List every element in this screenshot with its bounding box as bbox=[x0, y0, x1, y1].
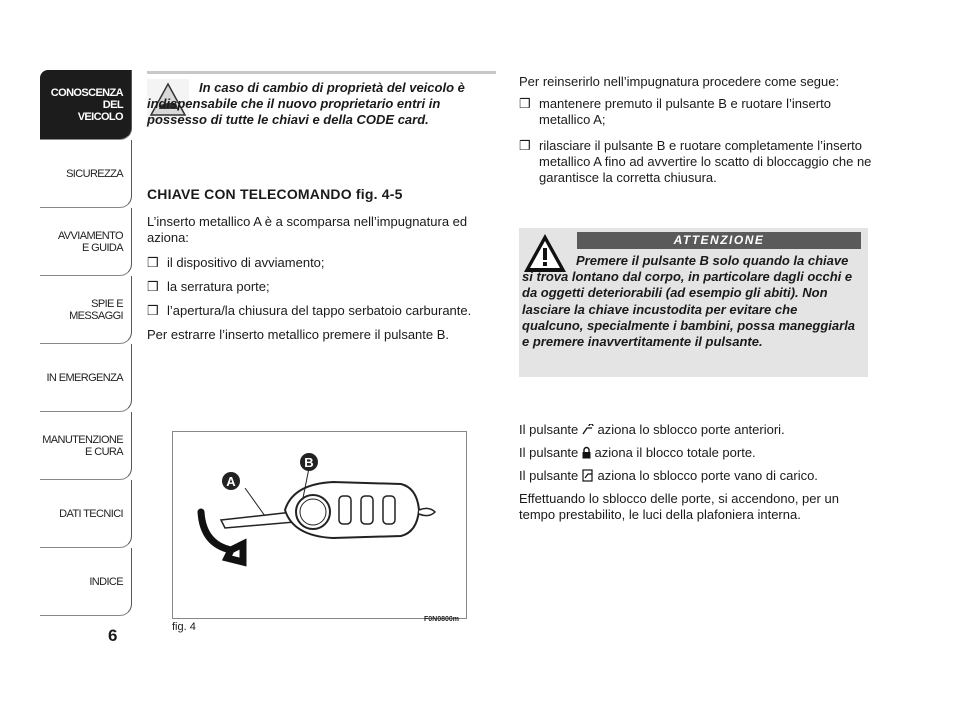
sidebar-item-dati-tecnici[interactable]: DATI TECNICI bbox=[40, 480, 132, 548]
callout-a: A bbox=[226, 474, 236, 489]
ownership-note: In caso di cambio di proprietà del veicolo è indispensabile che il nuovo proprietario entri in possesso di tutte le chiavi e della CODE card. bbox=[147, 80, 465, 127]
callout-b: B bbox=[304, 455, 314, 470]
page-number: 6 bbox=[108, 626, 118, 645]
intro-paragraph: L’inserto metallico A è a scomparsa nell’impugnatura ed aziona: bbox=[147, 214, 468, 245]
section-heading: CHIAVE CON TELECOMANDO fig. 4-5 bbox=[147, 186, 403, 202]
sidebar-item-manutenzione-e-cura[interactable]: MANUTENZIONE E CURA bbox=[40, 412, 132, 480]
cargo-doors-unlock-icon bbox=[582, 469, 594, 482]
key-figure bbox=[172, 431, 467, 619]
list-item: ❒ rilasciare il pulsante B e ruotare completamente l’inserto metallico A fino ad avvertire lo scatto di bloccaggio che ne garantisce la corretta chiusura. bbox=[519, 138, 872, 185]
button-line: Il pulsante aziona lo sblocco porte vano di carico. bbox=[519, 468, 818, 483]
list-item: ❒ mantenere premuto il pulsante B e ruotare l’inserto metallico A; bbox=[519, 96, 831, 127]
button-line: Il pulsante aziona il blocco totale porte. bbox=[519, 445, 756, 460]
sidebar-item-sicurezza[interactable]: SICUREZZA bbox=[40, 140, 132, 208]
sidebar-item-in-emergenza[interactable]: IN EMERGENZA bbox=[40, 344, 132, 412]
reinsert-intro: Per reinserirlo nell’impugnatura procedere come segue: bbox=[519, 74, 840, 89]
front-doors-unlock-icon bbox=[582, 423, 594, 434]
list-item: ❒ il dispositivo di avviamento; bbox=[147, 255, 325, 270]
sidebar-item-spie-e-messaggi[interactable]: SPIE E MESSAGGI bbox=[40, 276, 132, 344]
list-item: ❒ la serratura porte; bbox=[147, 279, 270, 294]
sidebar-item-conoscenza-del-veicolo[interactable]: CONOSCENZA DEL VEICOLO bbox=[40, 70, 132, 140]
attention-text: Premere il pulsante B solo quando la chiave si trova lontano dal corpo, in particolare dagli occhi e da oggetti deteriorabili (ad esempio gli abiti). Non lasciare la chiave incustodita per evitare che qualcuno, specialmente i bambini, possa maneggiarla e premere inavvertitamente il pulsante. bbox=[522, 253, 856, 350]
sidebar-item-avviamento-e-guida[interactable]: AVVIAMENTO E GUIDA bbox=[40, 208, 132, 276]
list-item: ❒ l’apertura/la chiusura del tappo serbatoio carburante. bbox=[147, 303, 472, 318]
sidebar-item-indice[interactable]: INDICE bbox=[40, 548, 132, 616]
attention-title: ATTENZIONE bbox=[577, 232, 861, 249]
button-line: Il pulsante aziona lo sblocco porte anteriori. bbox=[519, 422, 785, 437]
final-paragraph: Effettuando lo sblocco delle porte, si accendono, per un tempo prestabilito, le luci della plafoniera interna. bbox=[519, 491, 839, 522]
figure-code: F0N0800m bbox=[424, 616, 460, 623]
extract-paragraph: Per estrarre l’inserto metallico premere il pulsante B. bbox=[147, 327, 450, 342]
section-divider bbox=[147, 71, 496, 74]
figure-label: fig. 4 bbox=[172, 621, 196, 633]
padlock-icon bbox=[582, 446, 591, 459]
